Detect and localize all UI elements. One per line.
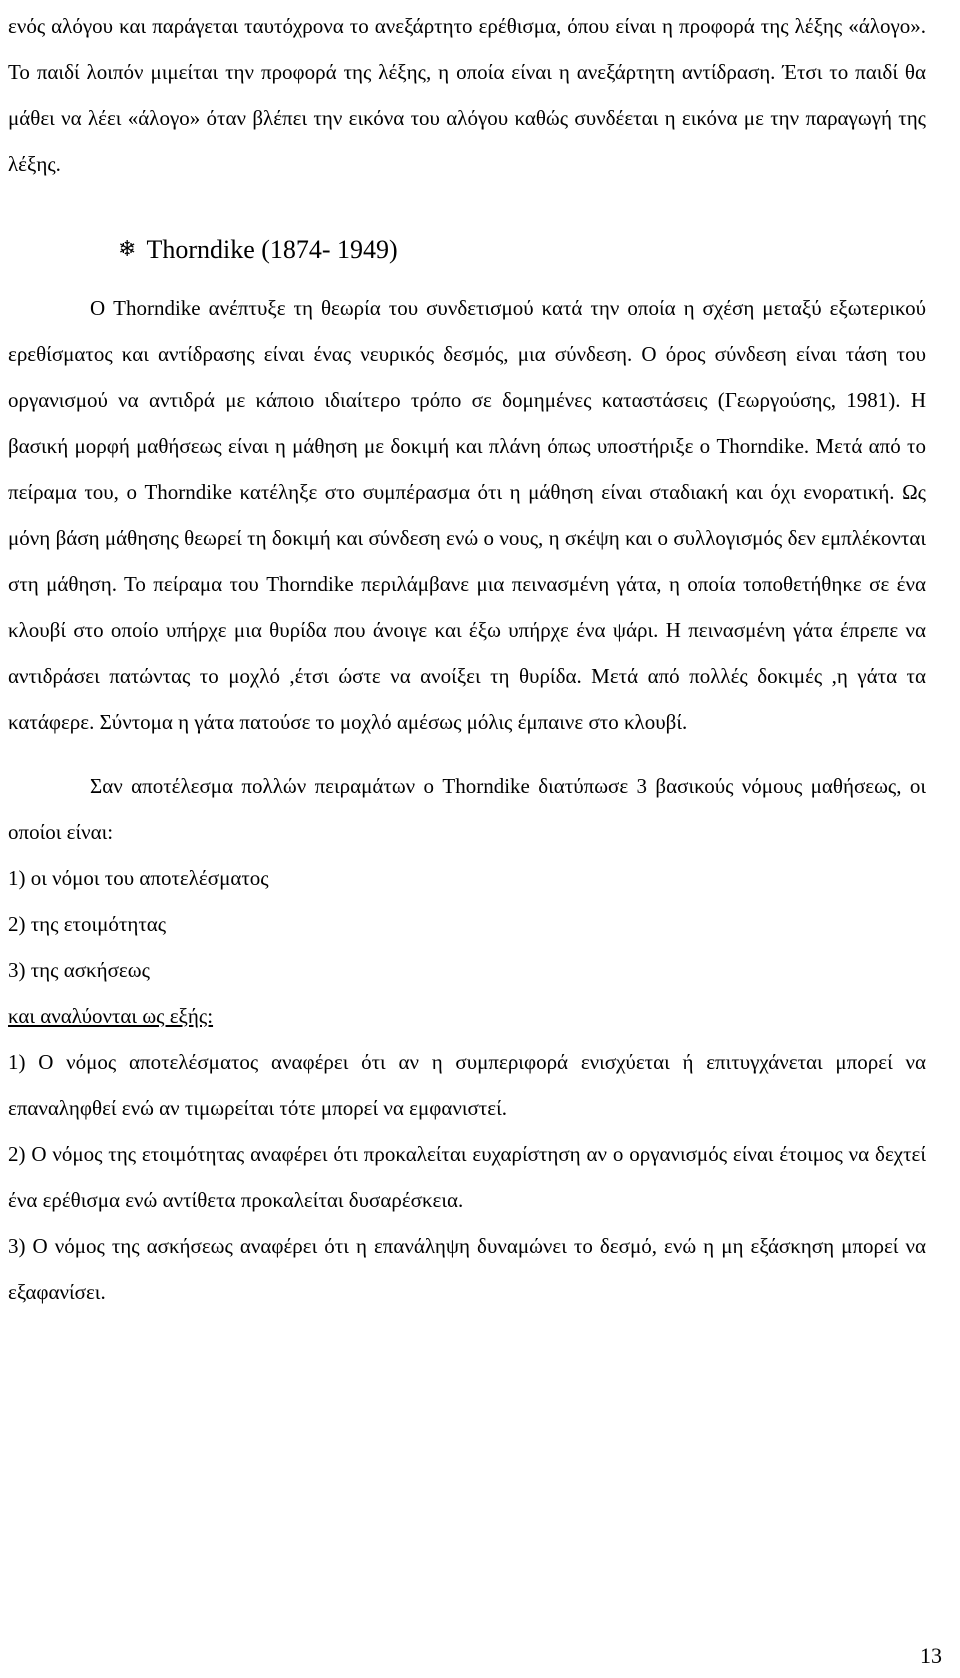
intro-paragraph: ενός αλόγου και παράγεται ταυτόχρονα το ανεξάρτητο ερέθισμα, όπου είναι η προφορά της λέξης «άλογο». Το παιδί λοιπόν μιμείται την προφορά της λέξης, η οποία είναι η ανεξάρτητη αντίδραση. Έτσι το παιδί θα μάθει να λέει «άλογο» όταν βλέπει την εικόνα του αλόγου καθώς συνδέεται η εικόνα με την παραγωγή της λέξης. — [8, 14, 926, 176]
analysis-heading — [8, 993, 926, 1039]
analysis-heading-text: και αναλύονται ως εξής: — [8, 1004, 214, 1028]
laws-list-item: 3) της ασκήσεως — [8, 958, 150, 982]
page-number: 13 — [920, 1643, 942, 1668]
laws-list-item: 2) της ετοιμότητας — [8, 912, 167, 936]
document-page — [8, 0, 926, 1315]
law-detail-paragraph: 1) Ο νόμος αποτελέσματος αναφέρει ότι αν η συμπεριφορά ενισχύεται ή επιτυγχάνεται μπορεί να επαναληφθεί ενώ αν τιμωρείται τότε μπορεί να εμφανιστεί. — [8, 1050, 926, 1120]
thorndike-paragraph: Ο Thorndike ανέπτυξε τη θεωρία του συνδετισμού κατά την οποία η σχέση μεταξύ εξωτερικού ερεθίσματος και αντίδρασης είναι ένας νευρικός δεσμός, μια σύνδεση. Ο όρος σύνδεση είναι τάση του οργανισμού να αντιδρά με κάποιο ιδιαίτερο τρόπο σε δομημένες καταστάσεις (Γεωργούσης, 1981). Η βασική μορφή μαθήσεως είναι η μάθηση με δοκιμή και πλάνη όπως υποστήριξε ο Thorndike. Μετά από το πείραμα του, ο Thorndike κατέληξε στο συμπέρασμα ότι η μάθηση είναι σταδιακή και όχι ενορατική. Ως μόνη βάση μάθησης θεωρεί τη δοκιμή και σύνδεση ενώ ο νους, η σκέψη και ο συλλογισμός δεν εμπλέκονται στη μάθηση. Το πείραμα του Thorndike περιλάμβανε μια πεινασμένη γάτα, η οποία τοποθετήθηκε σε ένα κλουβί στο οποίο υπήρχε μια θυρίδα που άνοιγε και έξω υπήρχε ένα ψάρι. Η πεινασμένη γάτα έπρεπε να αντιδράσει πατώντας το μοχλό ,έτσι ώστε να ανοίξει τη θυρίδα. Μετά από πολλές δοκιμές ,η γάτα τα κατάφερε. Σύντομα η γάτα πατούσε το μοχλό αμέσως μόλις έμπαινε στο κλουβί. — [8, 296, 926, 734]
snowflake-bullet-icon: ❄ — [118, 237, 137, 262]
law-detail-paragraph: 3) Ο νόμος της ασκήσεως αναφέρει ότι η επανάληψη δυναμώνει το δεσμό, ενώ η μη εξάσκηση μπορεί να εξαφανίσει. — [8, 1234, 926, 1304]
section-heading-text: Thorndike (1874- 1949) — [146, 235, 398, 264]
law-detail-paragraph: 2) Ο νόμος της ετοιμότητας αναφέρει ότι προκαλείται ευχαρίστηση αν ο οργανισμός είναι έτοιμος να δεχτεί ένα ερέθισμα ενώ αντίθετα προκαλείται δυσαρέσκεια. — [8, 1142, 926, 1212]
laws-intro-paragraph: Σαν αποτέλεσμα πολλών πειραμάτων ο Thorndike διατύπωσε 3 βασικούς νόμους μαθήσεως, οι οποίοι είναι: — [8, 774, 926, 844]
laws-list-item: 1) οι νόμοι του αποτελέσματος — [8, 866, 269, 890]
section-heading — [118, 229, 926, 271]
